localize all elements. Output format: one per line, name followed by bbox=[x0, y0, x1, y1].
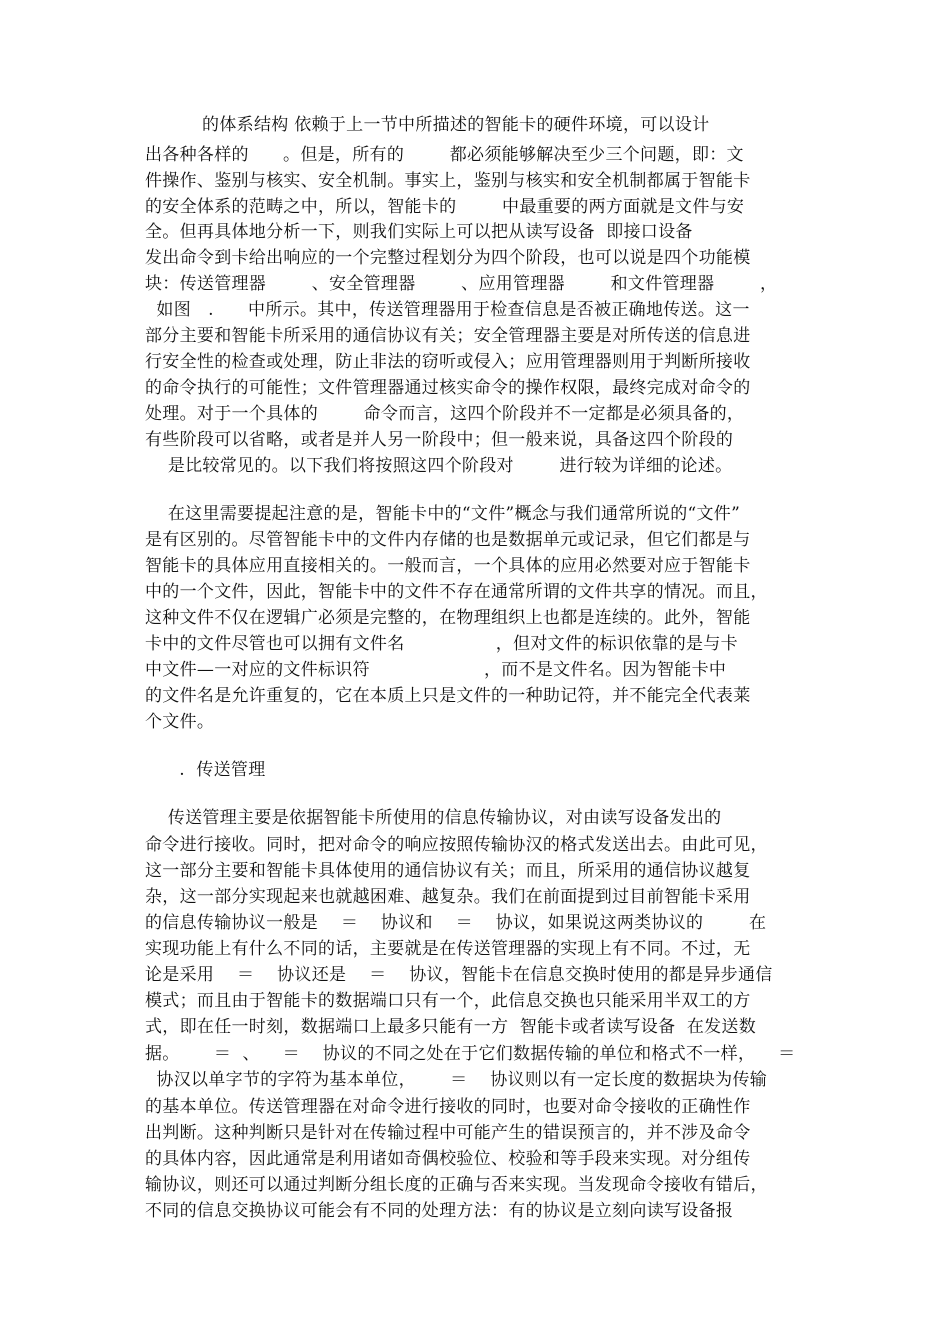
text-line: 论是采用 ＝ 协议还是 ＝ 协议，智能卡在信息交换时使用的都是异步通信 bbox=[145, 965, 773, 985]
text-line: 模式；而且由于智能卡的数据端口只有一个，此信息交换也只能采用半双工的方 bbox=[145, 991, 751, 1011]
text-line: 实现功能上有什么不同的话，主要就是在传送管理器的实现上有不同。不过，无 bbox=[145, 939, 751, 959]
text-line: 的具体内容，因此通常是利用诸如奇偶校验位、校验和等手段来实现。对分组传 bbox=[145, 1149, 751, 1169]
text-line: 这一部分主要和智能卡具体使用的通信协议有关；而且，所采用的通信协议越复 bbox=[145, 861, 751, 881]
text-line: 出各种各样的 。但是，所有的 都必须能够解决至少三个问题，即：文 bbox=[145, 145, 744, 165]
text-line: 中文件—一对应的文件标识符 ，而不是文件名。因为智能卡中 bbox=[145, 660, 727, 680]
text-line: 的文件名是允许重复的，它在本质上只是文件的一种助记符，并不能完全代表莱 bbox=[145, 686, 751, 706]
text-line: 全。但再具体地分析一下，则我们实际上可以把从读写设备 即接口设备 bbox=[145, 222, 693, 242]
text-line: 式，即在任一时刻，数据端口上最多只能有一方 智能卡或者读写设备 在发送数 bbox=[145, 1017, 757, 1037]
text-line: 个文件。 bbox=[145, 712, 215, 732]
text-line: 传送管理主要是依据智能卡所使用的信息传输协议，对由读写设备发出的 bbox=[145, 808, 722, 828]
text-line: 在这里需要提起注意的是，智能卡中的“文件”概念与我们通常所说的“文件” bbox=[145, 504, 741, 524]
text-line: 是有区别的。尽管智能卡中的文件内存储的也是数据单元或记录，但它们都是与 bbox=[145, 530, 751, 550]
text-line: 件操作、鉴别与核实、安全机制。事实上，鉴别与核实和安全机制都属于智能卡 bbox=[145, 171, 751, 191]
text-line: 命令进行接收。同时，把对命令的响应按照传输协汉的格式发送出去。由此可见， bbox=[145, 835, 768, 855]
section-heading: . 传送管理 bbox=[145, 760, 266, 780]
text-line: 的命令执行的可能性；文件管理器通过核实命令的操作权限，最终完成对命令的 bbox=[145, 378, 751, 398]
text-line: 如图 . 中所示。其中，传送管理器用于检查信息是否被正确地传送。这一 bbox=[145, 300, 750, 320]
text-line: 智能卡的具体应用直接相关的。一般而言，一个具体的应用必然要对应于智能卡 bbox=[145, 556, 751, 576]
text-line: 据。 ＝ 、 ＝ 协议的不同之处在于它们数据传输的单位和格式不一样， ＝ bbox=[145, 1044, 796, 1064]
text-line: 不同的信息交换协议可能会有不同的处理方法：有的协议是立刻向读写设备报 bbox=[145, 1201, 734, 1221]
text-line: 行安全性的检查或处理，防止非法的窃听或侵入；应用管理器则用于判断所接收 bbox=[145, 352, 751, 372]
text-line: 处理。对于一个具体的 命令而言，这四个阶段并不一定都是必须具备的， bbox=[145, 404, 745, 424]
text-line: 有些阶段可以省略，或者是并人另一阶段中；但一般来说，具备这四个阶段的 bbox=[145, 430, 734, 450]
text-line: 的安全体系的范畴之中，所以，智能卡的 中最重要的两方面就是文件与安 bbox=[145, 197, 745, 217]
text-line: 输协议，则还可以通过判断分组长度的正确与否来实现。当发现命令接收有错后， bbox=[145, 1175, 768, 1195]
text-line: 协汉以单字节的字符为基本单位， ＝ 协议则以有一定长度的数据块为传输 bbox=[145, 1070, 768, 1090]
text-line: 中的一个文件，因此，智能卡中的文件不存在通常所谓的文件共享的情况。而且， bbox=[145, 582, 768, 602]
text-line: 出判断。这种判断只是针对在传输过程中可能产生的错误预言的，并不涉及命令 bbox=[145, 1123, 751, 1143]
text-line: 这种文件不仅在逻辑广必须是完整的，在物理组织上也都是连续的。此外，智能 bbox=[145, 608, 751, 628]
text-line: 卡中的文件尽管也可以拥有文件名 ，但对文件的标识依靠的是与卡 bbox=[145, 634, 738, 654]
text-line: 杂，这一部分实现起来也就越困难、越复杂。我们在前面提到过目前智能卡采用 bbox=[145, 887, 751, 907]
text-line: 的体系结构 依赖于上一节中所描述的智能卡的硬件环境，可以设计 bbox=[145, 115, 710, 135]
text-line: 部分主要和智能卡所采用的通信协议有关；安全管理器主要是对所传送的信息进 bbox=[145, 326, 751, 346]
text-line: 块：传送管理器 、安全管理器 、应用管理器 和文件管理器 ， bbox=[145, 274, 778, 294]
text-line: 发出命令到卡给出响应的一个完整过程划分为四个阶段，也可以说是四个功能模 bbox=[145, 248, 751, 268]
text-line: 是比较常见的。以下我们将按照这四个阶段对 进行较为详细的论述。 bbox=[145, 456, 733, 476]
text-line: 的基本单位。传送管理器在对命令进行接收的同时，也要对命令接收的正确性作 bbox=[145, 1097, 751, 1117]
text-line: 的信息传输协议一般是 ＝ 协议和 ＝ 协议，如果说这两类协议的 在 bbox=[145, 913, 767, 933]
